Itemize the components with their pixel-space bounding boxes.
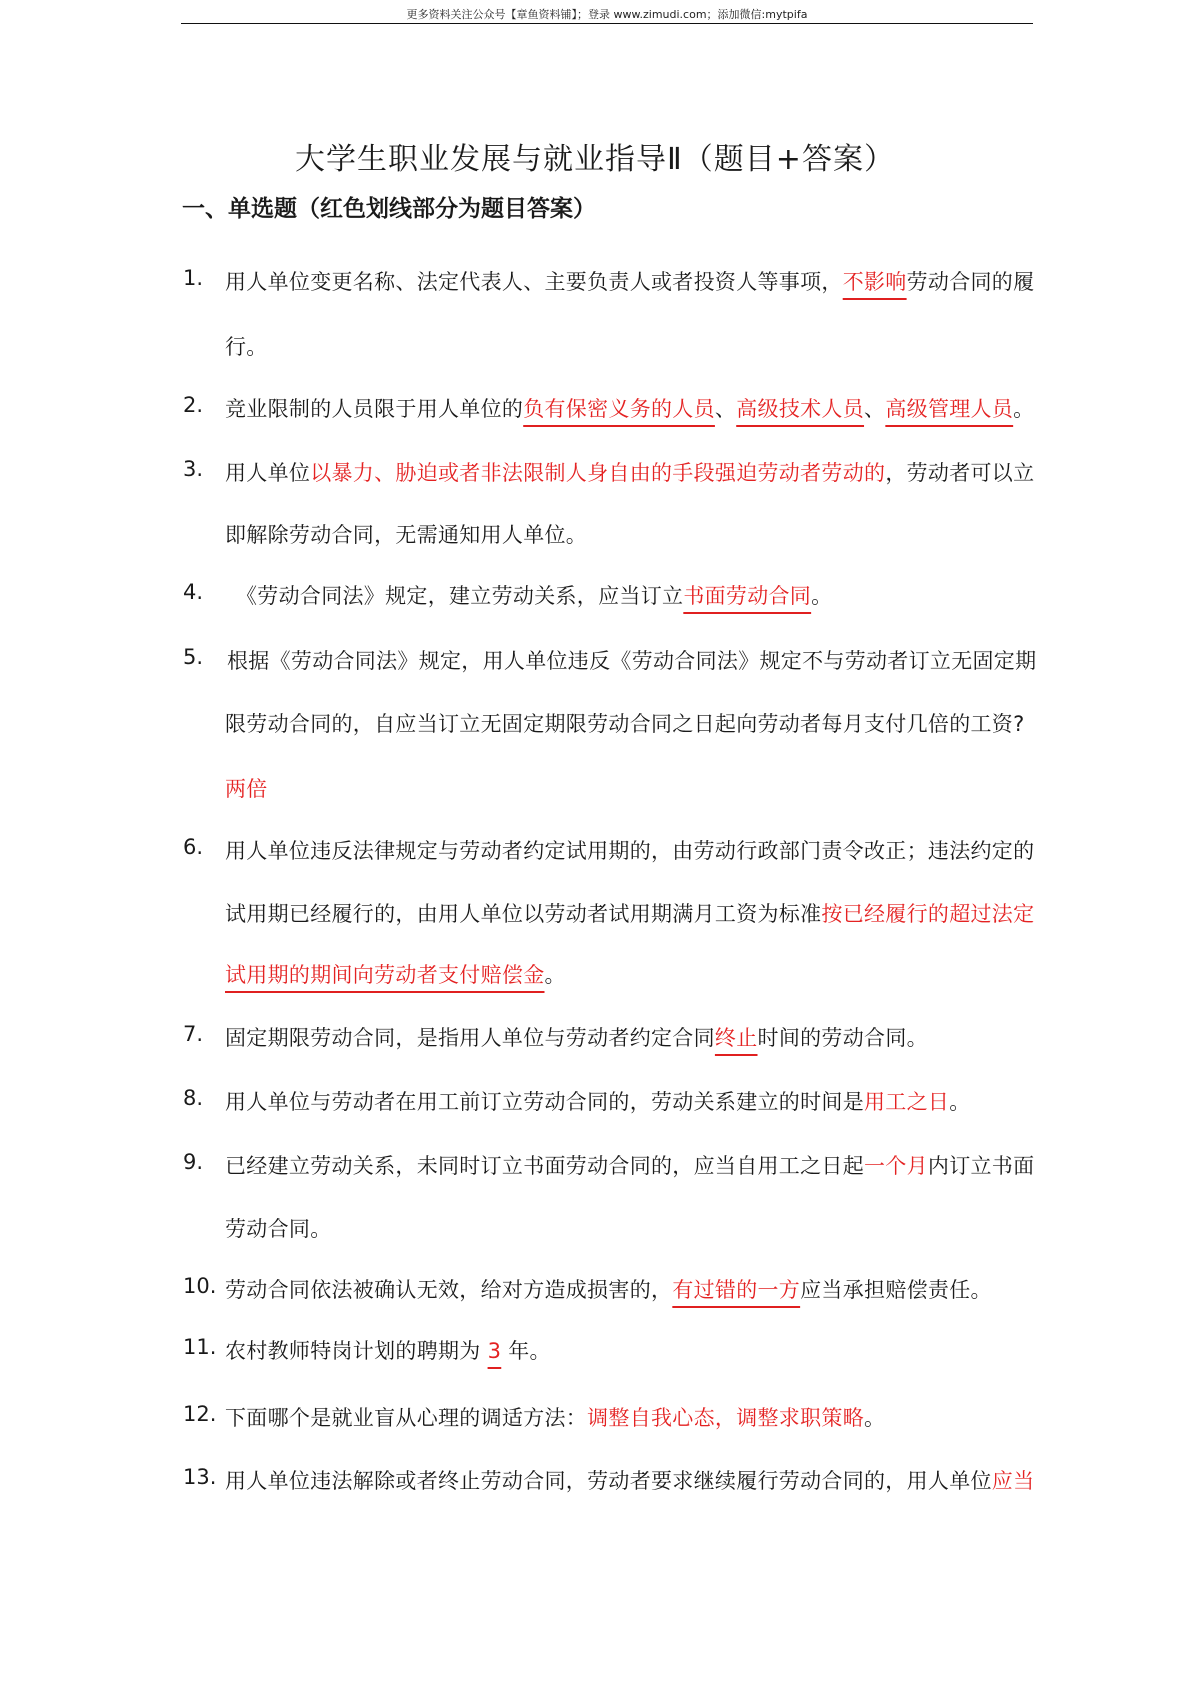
question-text-line <box>225 1335 551 1365</box>
underlined-answer: 试用期的期间向劳动者支付赔偿金 <box>225 963 545 987</box>
question-text-line <box>225 835 1034 865</box>
question-text-line <box>225 519 587 549</box>
document-title: 大学生职业发展与就业指导Ⅱ（题目+答案） <box>295 142 895 177</box>
question-text-line <box>225 457 1034 487</box>
question-text: 。 <box>811 584 833 608</box>
answer-text: 一个月 <box>864 1154 928 1178</box>
question-text-line <box>227 645 1036 675</box>
question-number: 5. <box>183 645 204 669</box>
question-number: 8. <box>183 1086 204 1110</box>
question-text: 。 <box>864 1406 886 1430</box>
question-text-line <box>225 1213 332 1243</box>
question-text: 劳动合同的履 <box>906 270 1035 294</box>
question-text: 限劳动合同的，自应当订立无固定期限劳动合同之日起向劳动者每月支付几倍的工资? <box>225 712 1025 736</box>
underlined-answer: 3 <box>487 1339 502 1363</box>
question-text-line <box>225 1150 1034 1180</box>
question-text-line <box>225 1022 928 1052</box>
question-text: 行。 <box>225 335 268 359</box>
question-text: 时间的劳动合同。 <box>757 1026 928 1050</box>
answer-text: 以暴力、胁迫或者非法限制人身自由的手段强迫劳动者劳动的 <box>310 461 886 485</box>
question-text-line <box>236 580 832 610</box>
underlined-answer: 不影响 <box>842 270 907 294</box>
question-number: 7. <box>183 1022 204 1046</box>
question-text: 下面哪个是就业盲从心理的调适方法： <box>225 1406 588 1430</box>
question-number: 4. <box>183 580 204 604</box>
question-text: 根据《劳动合同法》规定，用人单位违反《劳动合同法》规定不与劳动者订立无固定期 <box>227 649 1037 673</box>
underlined-answer: 有过错的一方 <box>672 1278 801 1302</box>
question-text: 竞业限制的人员限于用人单位的 <box>225 397 524 421</box>
question-text-line <box>225 1465 1034 1495</box>
question-text: 、 <box>714 397 737 421</box>
question-text-line <box>225 1402 885 1432</box>
question-text: 年。 <box>501 1339 551 1363</box>
question-text: 。 <box>1013 397 1035 421</box>
underlined-answer: 负有保密义务的人员 <box>523 397 715 421</box>
question-number: 11. <box>183 1335 217 1359</box>
question-text-line <box>225 331 268 361</box>
question-text: 用人单位 <box>225 461 311 485</box>
question-text: 用人单位违法解除或者终止劳动合同，劳动者要求继续履行劳动合同的，用人单位 <box>225 1469 992 1493</box>
question-text: 内订立书面 <box>927 1154 1035 1178</box>
question-text: 。 <box>544 963 566 987</box>
question-text: 用人单位违反法律规定与劳动者约定试用期的，由劳动行政部门责令改正；违法约定的 <box>225 839 1035 863</box>
question-text: 、 <box>864 397 886 421</box>
question-text: 劳动合同。 <box>225 1217 332 1241</box>
question-text: 试用期已经履行的，由用人单位以劳动者试用期满月工资为标准 <box>225 902 822 926</box>
question-text: 农村教师特岗计划的聘期为 <box>225 1339 488 1363</box>
question-text: 《劳动合同法》规定，建立劳动关系，应当订立 <box>236 584 684 608</box>
question-number: 2. <box>183 393 204 417</box>
question-number: 1. <box>183 266 204 290</box>
underlined-answer: 高级技术人员 <box>736 397 865 421</box>
answer-text: 调整自我心态，调整求职策略 <box>587 1406 865 1430</box>
answer-text: 按已经履行的超过法定 <box>821 902 1035 926</box>
question-text-line <box>225 773 268 803</box>
answer-text: 用工之日 <box>864 1090 950 1114</box>
underlined-answer: 高级管理人员 <box>885 397 1014 421</box>
question-text: 固定期限劳动合同，是指用人单位与劳动者约定合同 <box>225 1026 715 1050</box>
question-text-line <box>225 1086 971 1116</box>
question-text: 。 <box>949 1090 971 1114</box>
page-header-note: 更多资料关注公众号【章鱼资料铺】；登录 www.zimudi.com；添加微信:mytpifa <box>406 8 808 21</box>
question-number: 3. <box>183 457 204 481</box>
underlined-answer: 书面劳动合同 <box>683 584 812 608</box>
question-number: 13. <box>183 1465 217 1489</box>
question-number: 12. <box>183 1402 217 1426</box>
question-text-line <box>225 959 566 989</box>
question-text: 即解除劳动合同，无需通知用人单位。 <box>225 523 588 547</box>
question-text: ，劳动者可以立 <box>885 461 1035 485</box>
question-number: 10. <box>183 1274 217 1298</box>
question-number: 9. <box>183 1150 204 1174</box>
answer-text: 两倍 <box>225 777 268 801</box>
answer-text: 应当 <box>991 1469 1035 1493</box>
question-text: 应当承担赔偿责任。 <box>800 1278 992 1302</box>
question-text-line <box>225 1274 992 1304</box>
question-text: 已经建立劳动关系，未同时订立书面劳动合同的，应当自用工之日起 <box>225 1154 864 1178</box>
question-text-line <box>225 708 1025 738</box>
question-text: 用人单位变更名称、法定代表人、主要负责人或者投资人等事项， <box>225 270 843 294</box>
header-divider <box>181 23 1033 24</box>
underlined-answer: 终止 <box>714 1026 758 1050</box>
question-text-line <box>225 898 1034 928</box>
question-text-line <box>225 266 1034 296</box>
question-text: 用人单位与劳动者在用工前订立劳动合同的，劳动关系建立的时间是 <box>225 1090 864 1114</box>
section-heading: 一、单选题（红色划线部分为题目答案） <box>182 196 596 222</box>
question-text: 劳动合同依法被确认无效，给对方造成损害的， <box>225 1278 673 1302</box>
question-text-line <box>225 393 1034 423</box>
question-number: 6. <box>183 835 204 859</box>
